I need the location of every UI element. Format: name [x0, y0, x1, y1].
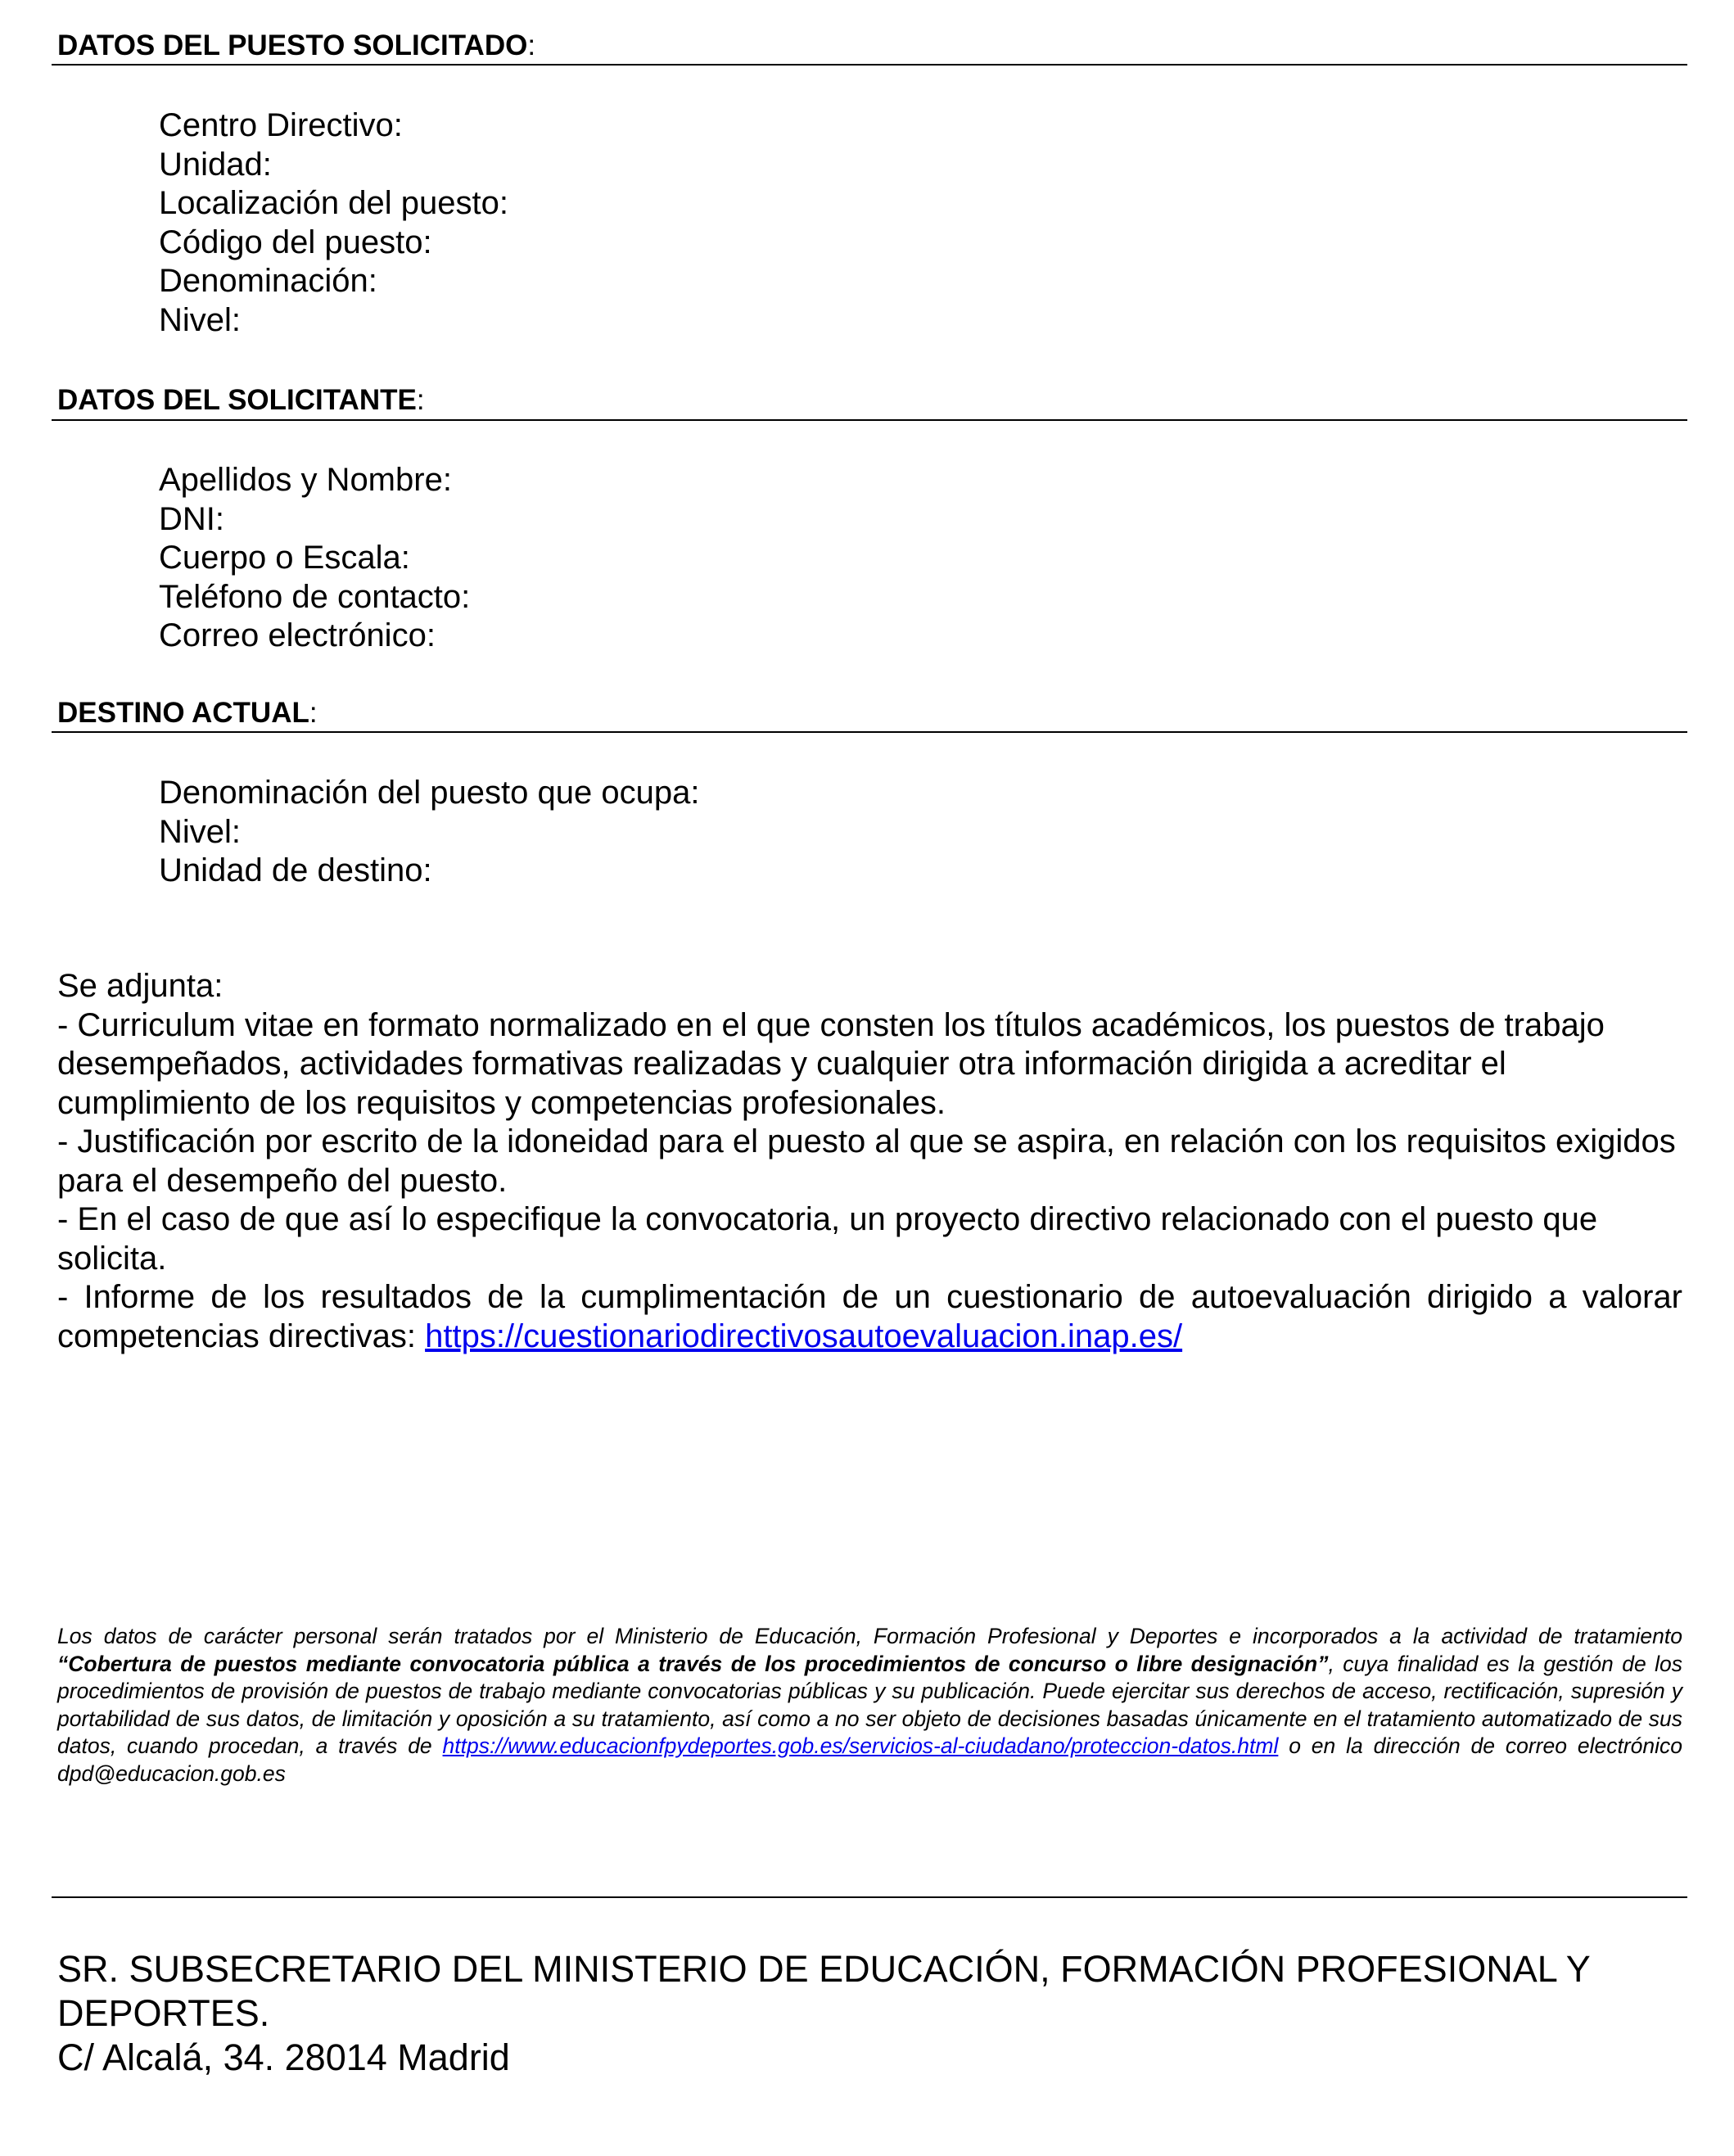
privacy-notice: Los datos de carácter personal serán tratados por el Ministerio de Educación, Formación Profesional y Deportes e incorporados a la actividad de tratamiento “Cobertura de puestos mediante convocatoria pública a través de los procedimientos de concurso o libre designación”, cuya finalidad es la gestión de los procedimientos de provisión de puestos de trabajo mediante convocatorias públicas y su publicación. Puede ejercitar sus derechos de acceso, rectificación, supresión y portabilidad de sus datos, de limitación y oposición a su tratamiento, así como a no ser objeto de decisiones basadas únicamente en el tratamiento automatizado de sus datos, cuando procedan, a través de https://www.educacionfpydeportes.gob.es/servicios-al-ciudadano/proteccion-datos.html o en la dirección de correo electrónico dpd@educacion.gob.es	[57, 1624, 1682, 1786]
field-nivel: Nivel:	[159, 301, 242, 338]
addressee-address: C/ Alcalá, 34. 28014 Madrid	[57, 2036, 510, 2078]
section-title-destino: DESTINO ACTUAL:	[57, 697, 318, 729]
field-centro-directivo: Centro Directivo:	[159, 107, 403, 143]
attachments-heading: Se adjunta:	[57, 968, 224, 1004]
field-localizacion: Localización del puesto:	[159, 185, 508, 221]
field-correo: Correo electrónico:	[159, 617, 436, 653]
field-codigo-puesto: Código del puesto:	[159, 224, 432, 260]
addressee-block	[57, 1947, 1682, 2080]
section-title-puesto: DATOS DEL PUESTO SOLICITADO:	[57, 29, 536, 61]
attachment-item-informe: - Informe de los resultados de la cumplimentación de un cuestionario de autoevaluación dirigido a valorar competencias directivas: https://cuestionariodirectivosautoevaluacion.inap.es/	[57, 1279, 1682, 1354]
attachments-block	[57, 967, 1682, 1356]
proteccion-datos-link[interactable]: https://www.educacionfpydeportes.gob.es/servicios-al-ciudadano/proteccion-datos.html	[442, 1733, 1279, 1758]
field-dni: DNI:	[159, 500, 224, 537]
attachment-item-proyecto: - En el caso de que así lo especifique la convocatoria, un proyecto directivo relacionado con el puesto que solicita.	[57, 1201, 1598, 1277]
section-title-solicitante: DATOS DEL SOLICITANTE:	[57, 384, 425, 416]
cuestionario-link[interactable]: https://cuestionariodirectivosautoevaluacion.inap.es/	[425, 1318, 1183, 1354]
field-denominacion-puesto-ocupa: Denominación del puesto que ocupa:	[159, 775, 700, 811]
footer-divider	[52, 1896, 1687, 1898]
solicitante-fields	[159, 461, 470, 656]
destino-fields	[159, 774, 699, 891]
addressee-line-2: DEPORTES.	[57, 1992, 270, 2034]
field-unidad-destino: Unidad de destino:	[159, 852, 432, 888]
field-cuerpo-escala: Cuerpo o Escala:	[159, 540, 410, 576]
attachment-item-cv: - Curriculum vitae en formato normalizado en el que consten los títulos académicos, los puestos de trabajo desempeñados, actividades formativas realizadas y cualquier otra información dirigida a acreditar el cumplimiento de los requisitos y competencias profesionales.	[57, 1006, 1605, 1121]
field-nivel-actual: Nivel:	[159, 813, 242, 850]
field-apellidos-nombre: Apellidos y Nombre:	[159, 462, 452, 498]
field-telefono: Teléfono de contacto:	[159, 578, 471, 615]
section-divider	[52, 419, 1687, 421]
section-divider	[52, 731, 1687, 733]
puesto-fields	[159, 106, 508, 340]
attachment-item-justificacion: - Justificación por escrito de la idoneidad para el puesto al que se aspira, en relación con los requisitos exigidos para el desempeño del puesto.	[57, 1123, 1676, 1199]
field-unidad: Unidad:	[159, 146, 272, 183]
field-denominacion: Denominación:	[159, 263, 377, 299]
section-divider	[52, 64, 1687, 66]
addressee-line-1: SR. SUBSECRETARIO DEL MINISTERIO DE EDUCACIÓN, FORMACIÓN PROFESIONAL Y	[57, 1948, 1591, 1990]
